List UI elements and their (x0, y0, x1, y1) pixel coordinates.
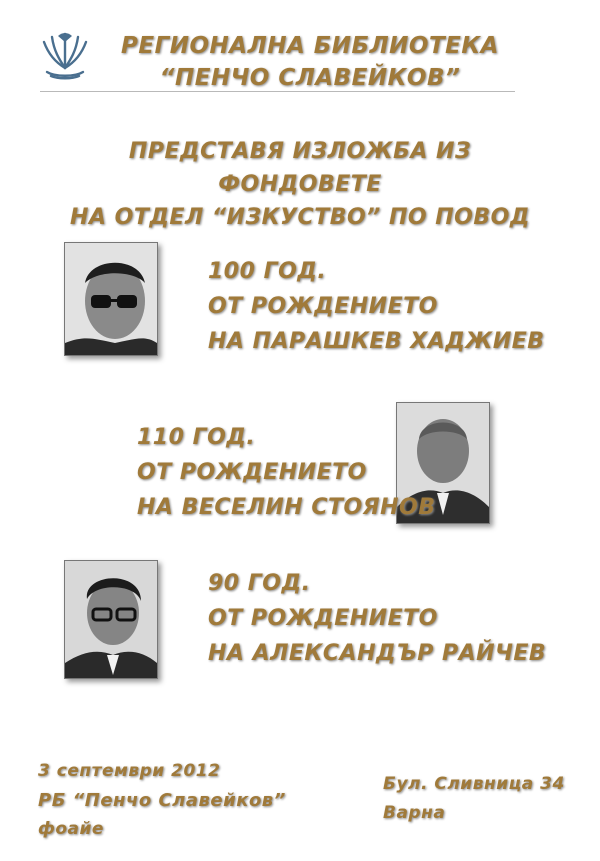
subtitle-line1: ПРЕДСТАВЯ ИЗЛОЖБА ИЗ ФОНДОВЕТЕ (128, 139, 472, 197)
event-venue: РБ “Пенчо Славейков” (38, 790, 286, 811)
entry-since: ОТ РОЖДЕНИЕТО (208, 294, 438, 319)
library-logo-icon (40, 28, 90, 80)
header-divider (40, 91, 515, 92)
entry-anniversary: 90 ГОД. (208, 571, 311, 596)
event-place: фоайе (38, 819, 104, 839)
entry-anniversary: 110 ГОД. (137, 425, 256, 450)
library-name-line1: РЕГИОНАЛНА БИБЛИОТЕКА (121, 33, 499, 59)
entry-since: ОТ РОЖДЕНИЕТО (208, 606, 438, 631)
entry-since: ОТ РОЖДЕНИЕТО (137, 460, 367, 485)
anniversary-entry-2 (137, 420, 436, 525)
exhibition-subtitle (60, 135, 540, 234)
address-street: Бул. Сливница 34 (383, 774, 565, 794)
entry-person: НА ВЕСЕЛИН СТОЯНОВ (137, 495, 436, 520)
portrait-photo-3 (64, 560, 158, 679)
address-city: Варна (383, 803, 446, 823)
anniversary-entry-3 (208, 566, 546, 671)
library-name (100, 30, 520, 94)
event-date: 3 септември 2012 (38, 761, 221, 781)
entry-person: НА ПАРАШКЕВ ХАДЖИЕВ (208, 329, 545, 354)
library-name-line2: “ПЕНЧО СЛАВЕЙКОВ” (159, 65, 461, 91)
portrait-photo-1 (64, 242, 158, 356)
entry-anniversary: 100 ГОД. (208, 259, 327, 284)
address-details (383, 770, 565, 828)
entry-person: НА АЛЕКСАНДЪР РАЙЧЕВ (208, 641, 547, 666)
anniversary-entry-1 (208, 254, 545, 359)
subtitle-line2: НА ОТДЕЛ “ИЗКУСТВО” ПО ПОВОД (70, 205, 530, 230)
event-details (38, 757, 286, 844)
